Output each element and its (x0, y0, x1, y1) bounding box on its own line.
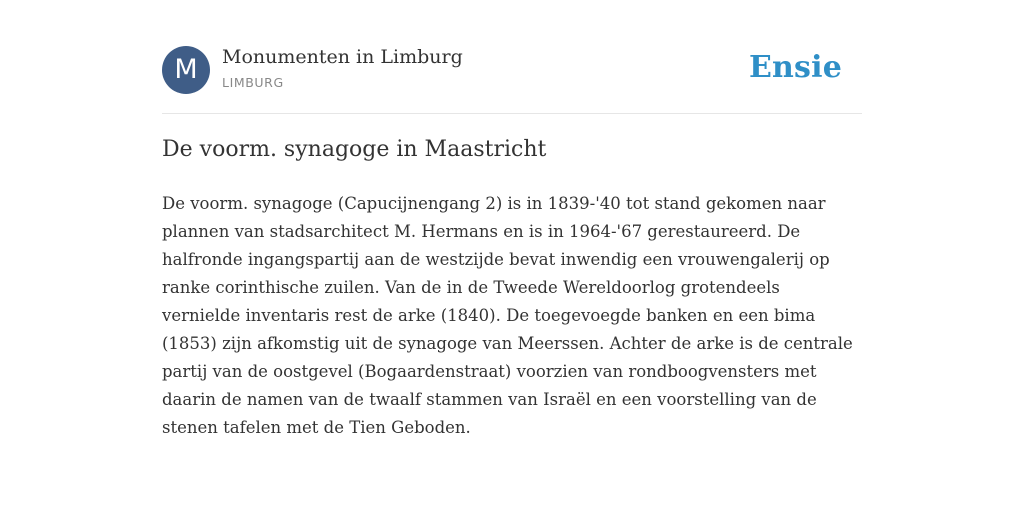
body-line: ranke corinthische zuilen. Van de in de Tweede Wereldoorlog grotendeels (162, 278, 780, 297)
source-header (162, 46, 862, 96)
body-line: daarin de namen van de twaalf stammen van Israël en een voorstelling van de (162, 390, 817, 409)
page-title: De voorm. synagoge in Maastricht (162, 137, 547, 162)
body-line: stenen tafelen met de Tien Geboden. (162, 418, 471, 437)
body-line: vernielde inventaris rest de arke (1840). De toegevoegde banken en een bima (162, 306, 816, 325)
ensie-logo[interactable]: Ensie (748, 50, 842, 85)
source-avatar[interactable]: M (162, 46, 210, 94)
header-divider (162, 113, 862, 114)
source-title[interactable]: Monumenten in Limburg (222, 46, 463, 68)
body-line: plannen van stadsarchitect M. Hermans en is in 1964-'67 gerestaureerd. De (162, 222, 801, 241)
body-line: (1853) zijn afkomstig uit de synagoge van Meerssen. Achter de arke is de centrale (162, 334, 853, 353)
body-line: halfronde ingangspartij aan de westzijde bevat inwendig een vrouwengalerij op (162, 250, 830, 269)
body-line: partij van de oostgevel (Bogaardenstraat) voorzien van rondboogvensters met (162, 362, 817, 381)
article-body (162, 190, 862, 442)
body-line: De voorm. synagoge (Capucijnengang 2) is in 1839-'40 tot stand gekomen naar (162, 194, 826, 213)
source-subtitle: LIMBURG (222, 75, 284, 90)
